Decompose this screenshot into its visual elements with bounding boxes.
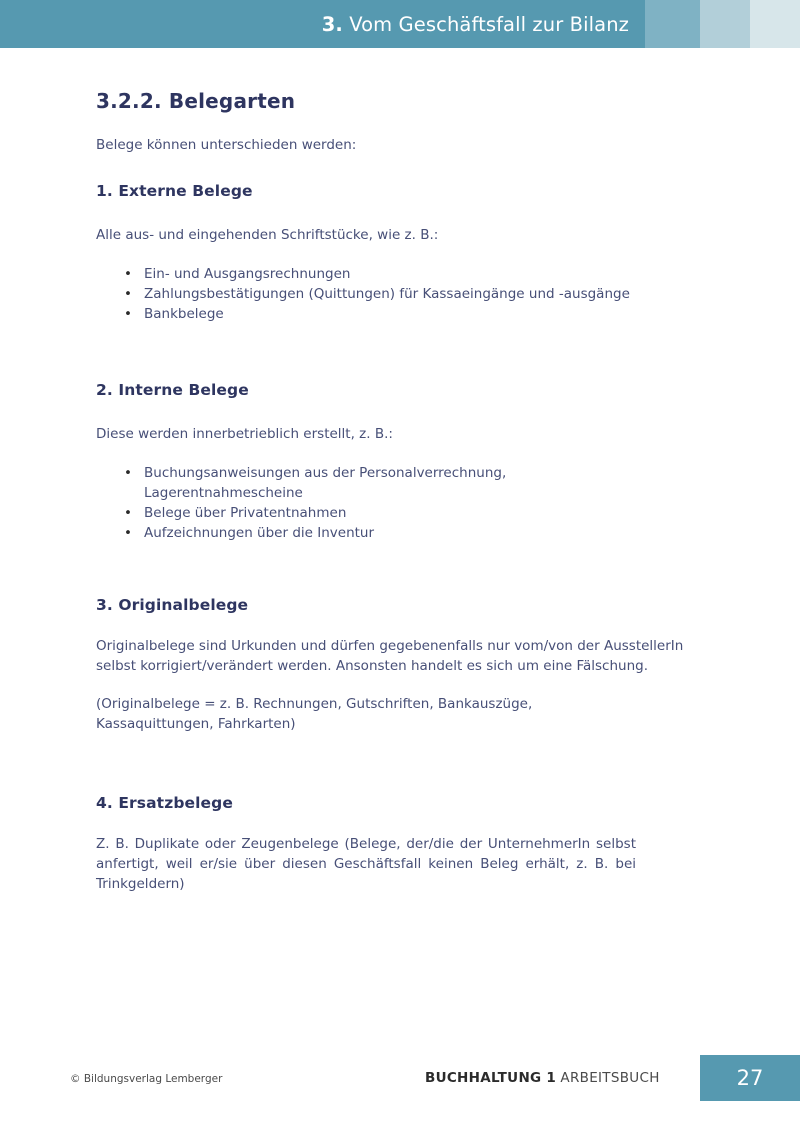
page-number: 27 — [736, 1066, 764, 1090]
section-heading: 3.2.2. Belegarten — [96, 89, 296, 113]
list-item — [96, 284, 636, 304]
subsection-1-heading: 1. Externe Belege — [96, 182, 253, 200]
footer-book-title — [425, 1070, 660, 1086]
subsection-1-lead: Alle aus- und eingehenden Schriftstücke, wie z. B.: — [96, 227, 439, 243]
page-title — [322, 13, 629, 36]
footer-book-title-light: ARBEITSBUCH — [560, 1070, 660, 1086]
list-item — [96, 523, 636, 543]
chapter-number: 3. — [321, 12, 343, 36]
subsection-3-heading: 3. Originalbelege — [96, 596, 249, 614]
list-item-label: Ein- und Ausgangsrechnungen — [144, 266, 351, 282]
list-item — [96, 304, 636, 324]
subsection-3-paragraph-1: Originalbelege sind Urkunden und dürfen gegebenenfalls nur vom/von der AusstellerIn selbst korrigiert/verändert werden. Ansonsten handelt es sich um eine Fälschung. — [96, 638, 684, 674]
chapter-title: Vom Geschäftsfall zur Bilanz — [349, 12, 629, 36]
page-number-badge — [700, 1055, 800, 1101]
subsection-4-paragraph-1: Z. B. Duplikate oder Zeugenbelege (Belege, der/die der UnternehmerIn selbst anfertigt, weil er/sie über diesen Geschäftsfall keinen Beleg erhält, z. B. bei Trinkgeldern) — [96, 836, 636, 892]
section-intro-text: Belege können unterschieden werden: — [96, 137, 357, 153]
list-item — [96, 503, 636, 523]
header-title-block — [0, 0, 645, 48]
list-item-label: Buchungsanweisungen aus der Personalverrechnung, Lagerentnahmescheine — [144, 465, 507, 501]
footer-book-title-strong: BUCHHALTUNG 1 — [425, 1070, 557, 1086]
subsection-3-paragraph-2: (Originalbelege = z. B. Rechnungen, Gutschriften, Bankauszüge, Kassaquittungen, Fahrkarten) — [96, 696, 533, 732]
header-color-block-3 — [700, 0, 750, 48]
page-header-bar — [0, 0, 800, 48]
list-item — [96, 463, 574, 503]
subsection-1-list — [96, 264, 636, 324]
list-item-label: Aufzeichnungen über die Inventur — [144, 525, 375, 541]
list-item-label: Zahlungsbestätigungen (Quittungen) für Kassaeingänge und -ausgänge — [144, 286, 630, 302]
bullet-icon: • — [124, 306, 132, 322]
footer-copyright: © Bildungsverlag Lemberger — [70, 1073, 223, 1085]
page-footer — [0, 1055, 800, 1131]
list-item-label: Bankbelege — [144, 306, 224, 322]
subsection-2-heading: 2. Interne Belege — [96, 381, 249, 399]
bullet-icon: • — [124, 505, 132, 521]
list-item-label: Belege über Privatentnahmen — [144, 505, 347, 521]
subsection-2-lead: Diese werden innerbetrieblich erstellt, z. B.: — [96, 426, 393, 442]
subsection-2-list — [96, 463, 636, 543]
bullet-icon: • — [124, 266, 132, 282]
subsection-4-heading: 4. Ersatzbelege — [96, 794, 233, 812]
page-content — [96, 48, 684, 894]
bullet-icon: • — [124, 525, 132, 541]
bullet-icon: • — [124, 286, 132, 302]
bullet-icon: • — [124, 465, 132, 481]
header-color-block-4 — [750, 0, 800, 48]
header-color-block-2 — [645, 0, 700, 48]
list-item — [96, 264, 636, 284]
